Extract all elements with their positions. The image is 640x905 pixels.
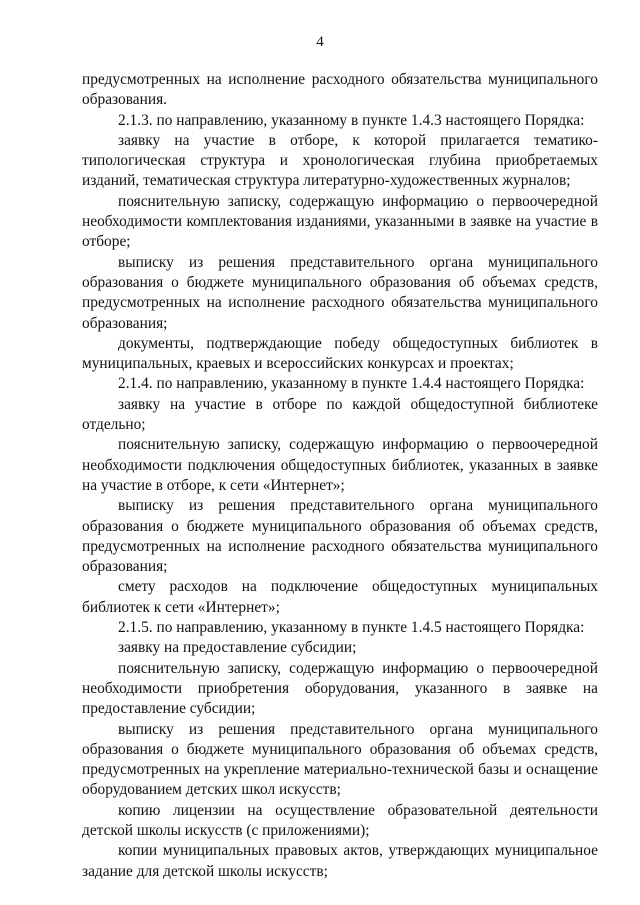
paragraph-section-2-1-5: 2.1.5. по направлению, указанному в пункте 1.4.5 настоящего Порядка: [118,619,585,637]
paragraph-item: пояснительную записку, содержащую информацию о первоочередной необходимости комплектования изданиями, указанными в заявке на участие в отборе; [82,192,598,251]
paragraph-continuation: предусмотренных на исполнение расходного обязательства муниципального образования. [82,71,598,109]
paragraph-section-2-1-4: 2.1.4. по направлению, указанному в пункте 1.4.4 настоящего Порядка: [118,375,585,393]
paragraph-section-2-1-3: 2.1.3. по направлению, указанному в пункте 1.4.3 настоящего Порядка: [118,111,585,129]
page-number: 4 [316,34,324,50]
paragraph-item: документы, подтверждающие победу общедоступных библиотек в муниципальных, краевых и всероссийских конкурсах и проектах; [82,334,598,373]
document-body [82,70,598,882]
paragraph-item: пояснительную записку, содержащую информацию о первоочередной необходимости подключения общедоступных библиотек, указанных в заявке на участие в отборе, к сети «Интернет»; [82,436,598,494]
paragraph-item: копии муниципальных правовых актов, утверждающих муниципальное задание для детской школы искусств; [82,842,598,880]
paragraph-item: заявку на участие в отборе по каждой общедоступной библиотеке отдельно; [82,395,598,434]
paragraph-item: заявку на участие в отборе, к которой прилагается тематико-типологическая структура и хронологическая глубина приобретаемых изданий, тематическая структура литературно-художественных журналов; [82,131,598,190]
paragraph-item: пояснительную записку, содержащую информацию о первоочередной необходимости приобретения оборудования, указанного в заявке на предоставление субсидии; [82,659,598,718]
paragraph-item: выписку из решения представительного органа муниципального образования о бюджете муниципального образования об объемах средств, предусмотренных на исполнение расходного обязательства муниципального образования; [82,497,598,576]
paragraph-item: смету расходов на подключение общедоступных муниципальных библиотек к сети «Интернет»; [82,578,598,616]
paragraph-item: копию лицензии на осуществление образовательной деятельности детской школы искусств (с приложениями); [82,801,598,839]
paragraph-item: выписку из решения представительного органа муниципального образования о бюджете муниципального образования об объемах средств, предусмотренных на исполнение расходного обязательства муниципального образования; [82,253,598,332]
paragraph-item: выписку из решения представительного органа муниципального образования о бюджете муниципального образования об объемах средств, предусмотренных на укрепление материально-технической базы и оснащение оборудованием детских школ искусств; [82,720,598,799]
paragraph-item: заявку на предоставление субсидии; [118,639,357,657]
